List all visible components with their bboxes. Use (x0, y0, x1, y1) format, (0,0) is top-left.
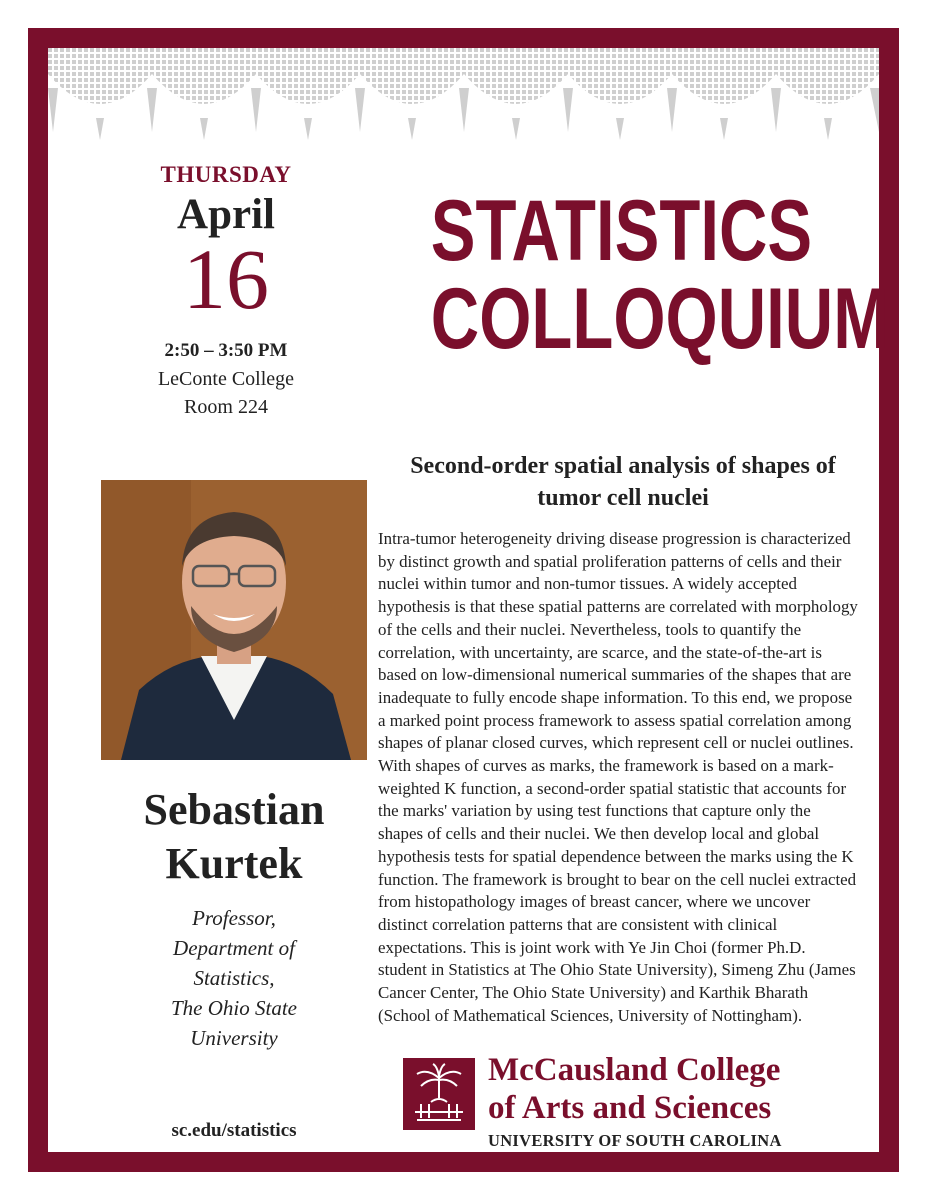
talk-abstract: Intra-tumor heterogeneity driving disease progression is characterized by distinct growth and spatial proliferation patterns of cells and their nuclei within tumor and non-tumor tissues. A widely accepted hypothesis is that these spatial patterns are correlated with morphology of the cells and their nuclei. Nevertheless, tools to quantify the correlation, with uncertainty, are scarce, and the state-of-the-art is based on low-dimensional numerical summaries of the shapes that are inadequate to fully encode shape information. To this end, we propose a marked point process framework to assess spatial correlation among shapes of planar closed curves, which represent cell or nuclei outlines. With shapes of curves as marks, the framework is based on a mark-weighted K function, a second-order spatial statistic that accounts for the marks' variation by using test functions that capture only the shapes of cells and their nuclei. We then develop local and global hypothesis tests for spatial dependence between the marks using the K function. The framework is brought to bear on the cell nuclei extracted from histopathology images of breast cancer, where we uncover distinct correlation patterns that are consistent with clinical expectations. This is joint work with Ye Jin Choi (former Ph.D. student in Statistics at The Ohio State University), Simeng Zhu (James Cancer Center, The Ohio State University) and Karthik Bharath (School of Mathematical Sciences, University of Nottingham). (378, 529, 858, 1025)
palmetto-logo-icon (403, 1058, 475, 1130)
speaker-affiliation (101, 903, 367, 1053)
event-building: LeConte College (157, 368, 295, 390)
talk-title: Second-order spatial analysis of shapes of tumor cell nuclei (410, 453, 836, 512)
college-name-line2: of Arts and Sciences (488, 1090, 772, 1126)
event-time: 2:50 – 3:50 PM (164, 340, 288, 361)
affiliation-line: The Ohio State (171, 996, 297, 1020)
page-title-line2: COLLOQUIUM (430, 271, 890, 367)
speaker-photo (101, 480, 367, 760)
lace-border-decoration (48, 48, 879, 148)
affiliation-line: University (190, 1026, 278, 1050)
event-date: 16 (183, 231, 269, 327)
page-title-line1: STATISTICS (430, 183, 813, 279)
affiliation-line: Department of (173, 936, 295, 960)
college-name-line1: McCausland College (488, 1052, 781, 1088)
speaker-first-name: Sebastian (143, 785, 325, 834)
flyer (28, 28, 899, 1172)
event-room: Room 224 (184, 396, 268, 418)
affiliation-line: Statistics, (193, 966, 275, 990)
event-month: April (177, 191, 275, 238)
event-day: THURSDAY (160, 162, 292, 187)
affiliation-line: Professor, (192, 906, 276, 930)
website-link[interactable]: sc.edu/statistics (171, 1120, 297, 1141)
university-name: UNIVERSITY OF SOUTH CAROLINA (488, 1131, 782, 1150)
speaker-last-name: Kurtek (165, 839, 303, 888)
